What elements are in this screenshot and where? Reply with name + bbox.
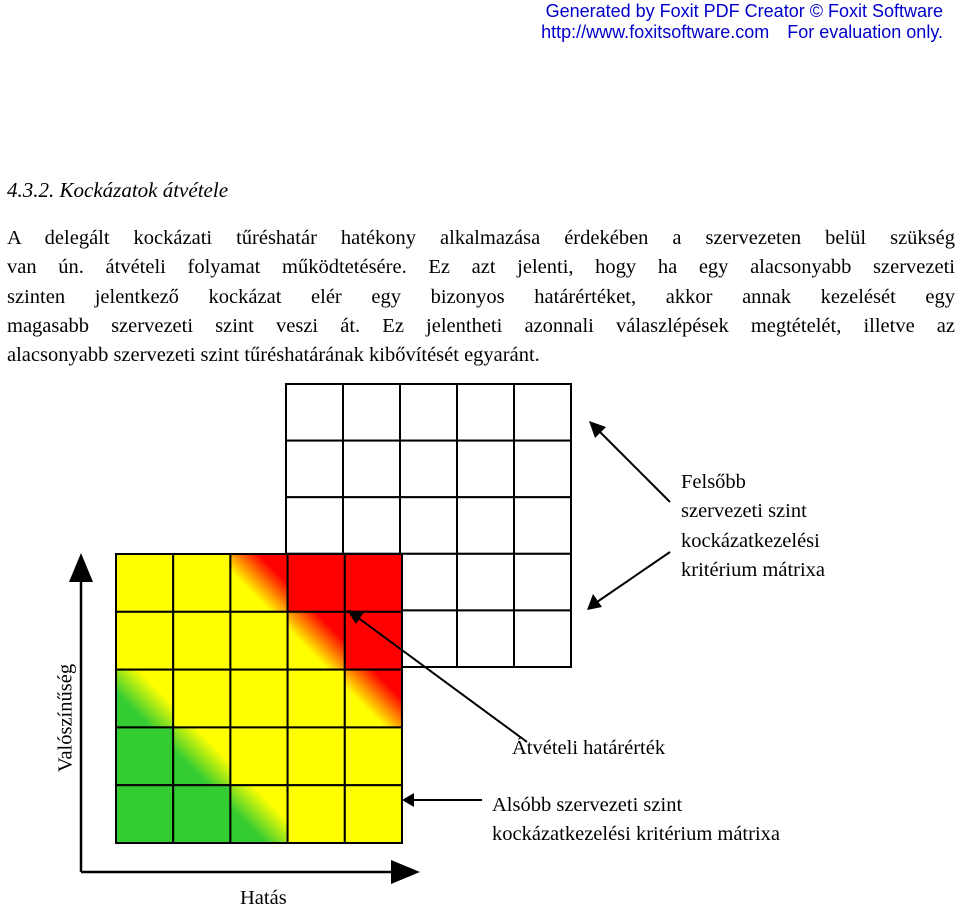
- upper-matrix-cell: [343, 384, 400, 441]
- upper-matrix-cell: [457, 554, 514, 611]
- paragraph-line: A delegált kockázati tűréshatár hatékony alkalmazása érdekében a szervezeten belül szükség: [7, 227, 955, 249]
- lower-matrix-cell: [116, 612, 173, 670]
- lower-matrix-cell: [230, 554, 287, 612]
- lower-matrix-cell: [116, 785, 173, 843]
- y-axis-label: Valószínűség: [54, 663, 77, 773]
- paragraph-line: van ún. átvételi folyamat működtetésére. Ez azt jelenti, hogy ha egy alacsonyabb szervezeti: [7, 256, 955, 279]
- lower-matrix-cell: [173, 727, 230, 785]
- lower-matrix-cell: [345, 670, 402, 728]
- lower-matrix-cell: [173, 554, 230, 612]
- pointer-upper-top: [598, 430, 670, 502]
- upper-matrix-cell: [457, 497, 514, 554]
- pointer-upper-bottom: [597, 552, 670, 602]
- upper-matrix-cell: [286, 497, 343, 554]
- x-axis-label: Hatás: [240, 887, 287, 909]
- lower-matrix-cell: [173, 785, 230, 843]
- upper-matrix-cell: [286, 441, 343, 498]
- lower-matrix-cell: [288, 670, 345, 728]
- lower-matrix-cell: [288, 785, 345, 843]
- lower-matrix-cell: [230, 670, 287, 728]
- watermark-note: For evaluation only.: [787, 22, 943, 42]
- upper-matrix-cell: [400, 384, 457, 441]
- upper-label-line: kockázatkezelési: [681, 529, 820, 552]
- watermark-url: http://www.foxitsoftware.com: [541, 22, 770, 42]
- lower-matrix-label: [492, 791, 780, 850]
- threshold-label: Átvételi határérték: [512, 737, 666, 759]
- lower-matrix-cell: [173, 612, 230, 670]
- watermark-line: Generated by Foxit PDF Creator © Foxit Software: [545, 1, 943, 21]
- upper-matrix-cell: [514, 610, 571, 667]
- lower-matrix-cell: [345, 727, 402, 785]
- upper-matrix-cell: [457, 441, 514, 498]
- lower-matrix-cell: [116, 670, 173, 728]
- upper-matrix-cell: [514, 497, 571, 554]
- upper-matrix-label: [681, 468, 825, 585]
- lower-matrix-cell: [230, 612, 287, 670]
- section-heading: 4.3.2. Kockázatok átvétele: [7, 178, 229, 202]
- lower-matrix-cell: [288, 727, 345, 785]
- paragraph-line: alacsonyabb szervezeti szint tűréshatárának kibővítését egyaránt.: [7, 344, 540, 367]
- pointer-upper-bottom-head: [587, 594, 602, 610]
- upper-matrix-cell: [400, 554, 457, 611]
- upper-matrix-cell: [343, 497, 400, 554]
- upper-label-line: Felsőbb: [681, 471, 746, 493]
- lower-matrix-cell: [230, 727, 287, 785]
- lower-matrix-cell: [345, 554, 402, 612]
- upper-matrix-cell: [514, 554, 571, 611]
- lower-label-line: Alsóbb szervezeti szint: [492, 794, 683, 816]
- lower-matrix-cell: [116, 727, 173, 785]
- lower-matrix-cell: [230, 785, 287, 843]
- upper-label-line: szervezeti szint: [681, 500, 807, 523]
- upper-label-line: kritérium mátrixa: [681, 558, 826, 581]
- upper-matrix-cell: [286, 384, 343, 441]
- upper-matrix-cell: [514, 441, 571, 498]
- upper-matrix-cell: [457, 610, 514, 667]
- y-axis-arrowhead: [69, 553, 93, 582]
- lower-matrix: [116, 554, 402, 843]
- upper-matrix-cell: [400, 610, 457, 667]
- paragraph-line: szinten jelentkező kockázat elér egy bizonyos határértéket, akkor annak kezelését egy: [7, 285, 955, 308]
- lower-matrix-cell: [345, 785, 402, 843]
- lower-label-line: kockázatkezelési kritérium mátrixa: [492, 823, 781, 846]
- lower-matrix-cell: [288, 612, 345, 670]
- upper-matrix-cell: [343, 441, 400, 498]
- upper-matrix-cell: [514, 384, 571, 441]
- lower-matrix-cell: [288, 554, 345, 612]
- upper-matrix-cell: [457, 384, 514, 441]
- pointer-lower-head: [402, 793, 414, 807]
- lower-matrix-cell: [345, 612, 402, 670]
- upper-matrix-cell: [400, 497, 457, 554]
- paragraph-line: magasabb szervezeti szint veszi át. Ez jelentheti azonnali válaszlépések megtételét, illetve az: [7, 314, 955, 337]
- lower-matrix-cell: [116, 554, 173, 612]
- upper-matrix-cell: [400, 441, 457, 498]
- lower-matrix-cell: [173, 670, 230, 728]
- x-axis-arrowhead: [391, 860, 420, 884]
